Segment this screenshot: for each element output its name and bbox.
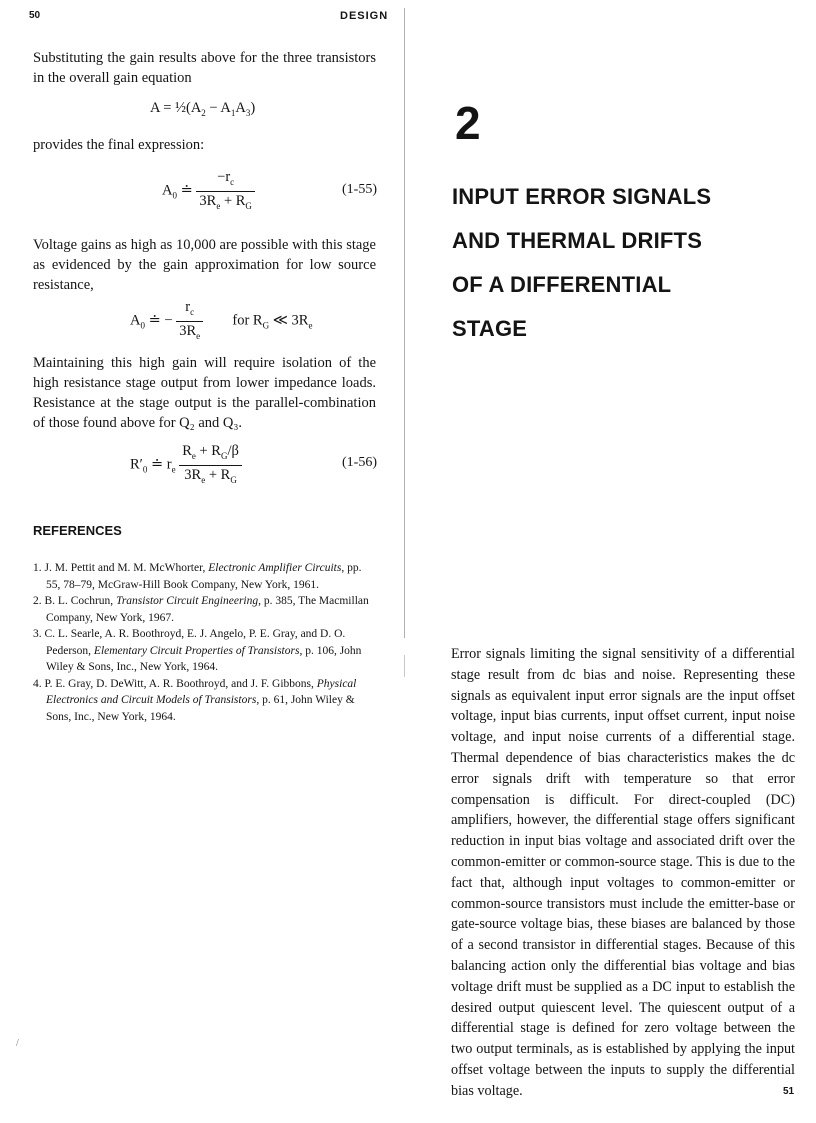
chapter-intro-paragraph: Error signals limiting the signal sensitivity of a differential stage result from dc bias and noise. Representing these signals as equivalent input error signals are the input offset voltage, input bias currents, input offset current, input noise voltage, and input noise currents of a differential stage. Thermal dependence of bias characteristics makes the dc error signals drift with temperature so that error compensation is difficult. For direct-coupled (DC) amplifiers, however, the differential stage offers significant reduction in input bias voltage and associated drift over the common-emitter or common-source stage. This is due to the fact that, although input voltages to common-emitter or common-source transistors must include the emitter-base or gate-source voltage bias, these biases are balanced by those of a second transistor in differential stages. Because of this balancing action only the differential bias voltage and bias voltage drift must be supplied as a DC input to establish the desired output quiescent level. The quiescent output of a differential stage is defined for zero voltage between the two output terminals, as is established by applying the input offset voltage between the inputs to supply the differential bias voltage.: [451, 646, 795, 1099]
equation-number: (1-55): [342, 182, 377, 197]
low-source-resistance-equation: $A_0$ ≐ − $\frac{r_c}{3R_e}$ for $R_G$ ≪ $3R_e$: [130, 298, 312, 345]
equation-1-55: $A_0$ ≐ $\frac{-r_c}{3R_e + R_G}$: [162, 168, 255, 215]
intro-paragraph: Substituting the gain results above for the three transistors in the overall gain equation: [33, 50, 376, 86]
chapter-title-line: AND THERMAL DRIFTS: [452, 228, 703, 253]
references-list: [33, 560, 378, 725]
voltage-gain-paragraph: Voltage gains as high as 10,000 are possible with this stage as evidenced by the gain approximation for low source resistance,: [33, 237, 376, 293]
running-header: DESIGN: [340, 10, 389, 22]
reference-item: 4. P. E. Gray, D. DeWitt, A. R. Boothroyd, and J. F. Gibbons, Physical Electronics and Circuit Models of Transistors, p. 61, John Wiley & Sons, Inc., New York, 1964.: [33, 677, 357, 723]
chapter-title-line: STAGE: [452, 316, 528, 341]
reference-item: 1. J. M. Pettit and M. M. McWhorter, Electronic Amplifier Circuits, pp. 55, 78–79, McGraw-Hill Book Company, New York, 1961.: [33, 562, 362, 591]
stray-mark: /: [16, 1038, 19, 1049]
maintaining-paragraph: Maintaining this high gain will require isolation of the high resistance stage output from lower impedance loads. Resistance at the stage output is the parallel-combination of those found above for Q₂ and Q₃.: [33, 355, 376, 431]
left-page-number: 50: [29, 10, 41, 21]
fraction: $\frac{r_c}{3R_e}$: [176, 298, 203, 345]
fraction: $\frac{R_e + R_G/\beta}{3R_e + R_G}$: [179, 442, 242, 489]
left-page: [0, 0, 404, 1123]
chapter-title-line: OF A DIFFERENTIAL: [452, 272, 672, 297]
chapter-number: 2: [455, 97, 481, 149]
right-page-number: 51: [783, 1086, 795, 1097]
chapter-title: [452, 175, 711, 351]
equation-1-56: $R'_0$ ≐ $r_e$ $\frac{R_e + R_G/\beta}{3R_e + R_G}$: [130, 442, 242, 489]
provides-paragraph: provides the final expression:: [33, 137, 205, 153]
equation-number: (1-56): [342, 455, 377, 470]
gain-equation: $A = \frac{1}{2}(A_2 - A_1A_3)$: [150, 100, 256, 118]
fraction: $\frac{-r_c}{3R_e + R_G}$: [196, 168, 255, 215]
references-heading: REFERENCES: [33, 523, 122, 538]
chapter-title-line: INPUT ERROR SIGNALS: [452, 184, 712, 209]
reference-item: 2. B. L. Cochrun, Transistor Circuit Engineering, p. 385, The Macmillan Company, New York, 1967.: [33, 595, 369, 624]
right-page: [404, 0, 816, 1123]
reference-item: 3. C. L. Searle, A. R. Boothroyd, E. J. Angelo, P. E. Gray, and D. O. Pederson, Elementary Circuit Properties of Transistors, p. 106, John Wiley & Sons, Inc., New York, 1964.: [33, 628, 362, 673]
